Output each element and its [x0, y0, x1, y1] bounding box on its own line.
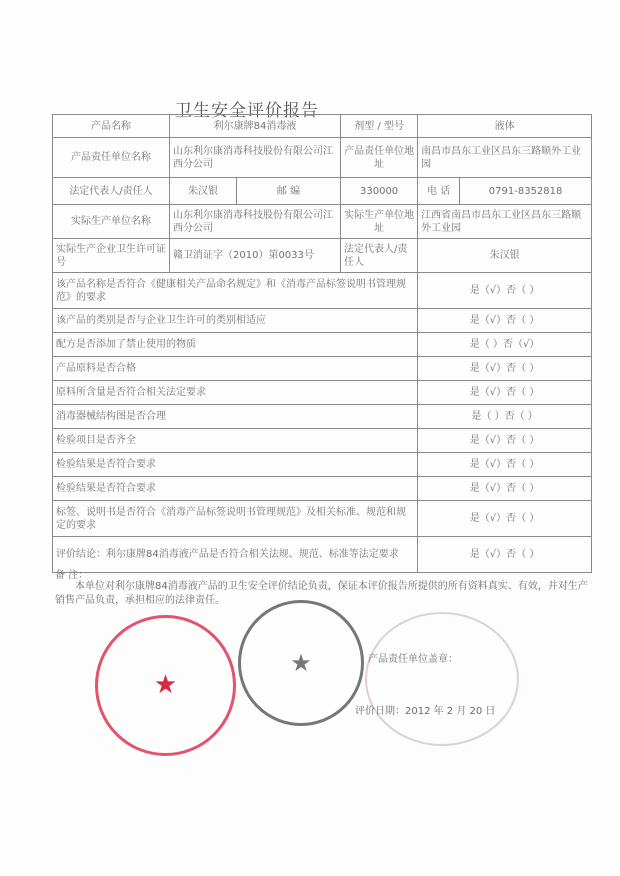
check-row — [53, 357, 592, 381]
check-row — [53, 453, 592, 477]
page-title: 卫生安全评价报告 — [175, 101, 319, 121]
value: 液体 — [418, 115, 592, 138]
check-answer: 是（√）否（ ） — [418, 273, 592, 309]
evaluation-date: 评价日期：2012 年 2 月 20 日 — [355, 706, 496, 717]
check-answer: 是（√）否（ ） — [418, 381, 592, 405]
check-answer: 是（√）否（ ） — [418, 357, 592, 381]
check-answer: 是（√）否（ ） — [418, 453, 592, 477]
check-question: 该产品的类别是否与企业卫生许可的类别相适应 — [53, 309, 418, 333]
faded-stamp — [365, 612, 519, 746]
label: 产品责任单位地址 — [341, 138, 418, 178]
value: 江西省南昌市昌东工业区昌东三路顺外工业园 — [418, 205, 592, 239]
check-row — [53, 273, 592, 309]
check-question: 检验结果是否符合要求 — [53, 453, 418, 477]
check-question: 评价结论：利尔康牌84消毒液产品是否符合相关法规、规范、标准等法定要求 — [53, 537, 418, 573]
value: 朱汉银 — [418, 239, 592, 273]
check-question: 消毒器械结构图是否合理 — [53, 405, 418, 429]
evaluation-table — [52, 114, 592, 573]
check-answer: 是（√）否（ ） — [418, 429, 592, 453]
check-row — [53, 537, 592, 573]
check-answer: 是（√）否（ ） — [418, 477, 592, 501]
check-question: 检验项目是否齐全 — [53, 429, 418, 453]
label: 法定代表人/责任人 — [53, 178, 170, 205]
label: 邮 编 — [237, 178, 341, 205]
label: 实际生产单位名称 — [53, 205, 170, 239]
label: 电 话 — [418, 178, 460, 205]
check-row — [53, 477, 592, 501]
check-answer: 是（ ）否（√） — [418, 333, 592, 357]
check-answer: 是（√）否（ ） — [418, 501, 592, 537]
value: 赣卫消证字（2010）第0033号 — [170, 239, 341, 273]
value: 山东利尔康消毒科技股份有限公司江西分公司 — [170, 138, 341, 178]
check-row — [53, 333, 592, 357]
label: 产品名称 — [53, 115, 170, 138]
value: 利尔康牌84消毒液 — [170, 115, 341, 138]
value: 0791-8352818 — [460, 178, 592, 205]
statement: 本单位对利尔康牌84消毒液产品的卫生安全评价结论负责，保证本评价报告所提供的所有资料真实、有效，并对生产销售产品负责，承担相应的法律责任。 — [55, 581, 588, 606]
check-question: 产品原料是否合格 — [53, 357, 418, 381]
label: 剂型 / 型号 — [341, 115, 418, 138]
check-question: 检验结果是否符合要求 — [53, 477, 418, 501]
value: 朱汉银 — [170, 178, 237, 205]
check-question: 配方是否添加了禁止使用的物质 — [53, 333, 418, 357]
check-answer: 是（√）否（ ） — [418, 309, 592, 333]
check-question: 原料所含量是否符合相关法定要求 — [53, 381, 418, 405]
check-answer: 是（ ）否（ ） — [418, 405, 592, 429]
label: 实际生产单位地址 — [341, 205, 418, 239]
label: 法定代表人/责任人 — [341, 239, 418, 273]
check-row — [53, 405, 592, 429]
value: 山东利尔康消毒科技股份有限公司江西分公司 — [170, 205, 341, 239]
note-label: 备 注： — [55, 570, 89, 581]
gray-stamp: ★ — [238, 600, 364, 726]
check-answer: 是（√）否（ ） — [418, 537, 592, 573]
check-row — [53, 429, 592, 453]
check-row — [53, 309, 592, 333]
check-question: 该产品名称是否符合《健康相关产品命名规定》和《消毒产品标签说明书管理规范》的要求 — [53, 273, 418, 309]
check-question: 标签、说明书是否符合《消毒产品标签说明书管理规范》及相关标准、规范和规定的要求 — [53, 501, 418, 537]
check-row — [53, 381, 592, 405]
red-stamp: ★ — [95, 615, 236, 756]
value: 330000 — [341, 178, 418, 205]
label: 产品责任单位名称 — [53, 138, 170, 178]
label: 实际生产企业卫生许可证号 — [53, 239, 170, 273]
value: 南昌市昌东工业区昌东三路顺外工业园 — [418, 138, 592, 178]
check-row — [53, 501, 592, 537]
sign-label: 产品责任单位盖章： — [368, 654, 458, 665]
